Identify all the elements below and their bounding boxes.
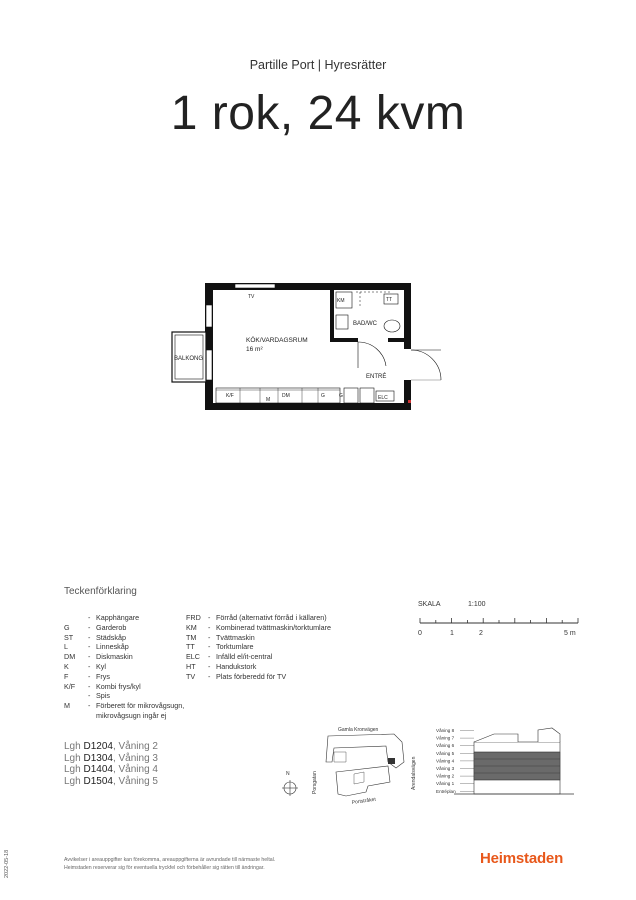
section-diagram xyxy=(434,722,582,802)
room-label-balcony: BALKONG xyxy=(174,356,204,362)
road-south: Portstråket xyxy=(351,796,377,806)
legend-item xyxy=(186,662,331,672)
legend-code: G xyxy=(64,622,70,632)
legend-text: Kombi frys/kyl xyxy=(96,681,141,691)
legend-dash: - xyxy=(208,671,211,681)
section-floor-label: Våning 4 xyxy=(436,758,455,764)
legend-item xyxy=(64,691,184,701)
plan-window-left xyxy=(206,305,212,327)
legend-item xyxy=(64,711,184,721)
legend-code: K xyxy=(64,661,69,671)
apartment-id: D1304 xyxy=(83,752,113,764)
legend-dash: - xyxy=(208,613,211,622)
legend-dash: - xyxy=(88,681,91,691)
print-date: 2022-05-18 xyxy=(4,849,10,878)
legend-dash: - xyxy=(88,691,91,701)
plan-wall-right-low xyxy=(404,380,411,410)
legend-dash: - xyxy=(208,622,211,632)
apartment-id: D1404 xyxy=(83,764,113,776)
legend-item xyxy=(64,672,184,682)
section-floor-label: Våning 6 xyxy=(436,743,455,749)
apartment-item xyxy=(64,776,158,788)
plan-label-el: ELC xyxy=(378,395,388,401)
room-label-entry: ENTRÉ xyxy=(366,374,387,380)
legend-item xyxy=(64,652,184,662)
legend-item xyxy=(64,642,184,652)
legend-text: Frys xyxy=(96,671,110,681)
legend-text: Städskåp xyxy=(96,632,126,642)
legend-text: Kombinerad tvättmaskin/torktumlare xyxy=(216,622,332,632)
plan-wall-right xyxy=(404,283,411,349)
apartment-prefix: Lgh xyxy=(64,764,84,776)
legend-text: mikrovågsugn ingår ej xyxy=(96,710,167,720)
plan-label-kf: K/F xyxy=(226,393,234,399)
legend-code xyxy=(64,613,88,623)
section-floor-label: Våning 3 xyxy=(436,766,455,771)
legend-text: Infälld el/it-central xyxy=(216,652,273,662)
footer-note-line-2: Heimstaden reserverar sig för eventuella tryckfel och förbehåller sig rätten till ändringar. xyxy=(64,864,265,871)
plan-bath-wall-bottom xyxy=(330,338,358,342)
apartment-item xyxy=(64,741,158,753)
site-highlight xyxy=(388,758,395,764)
legend-code: FRD xyxy=(186,613,201,622)
plan-label-dm: DM xyxy=(282,393,290,399)
legend-heading: Teckenförklaring xyxy=(64,586,137,597)
plan-label-tv: TV xyxy=(248,294,255,300)
legend-text: Torktumlare xyxy=(216,642,254,652)
section-floor-label: Våning 7 xyxy=(436,735,455,741)
floor-plan xyxy=(160,270,450,420)
legend-item xyxy=(186,672,331,682)
plan-bath-wall-bottom2 xyxy=(388,338,404,342)
apartment-item xyxy=(64,764,158,776)
legend-code: ST xyxy=(64,632,74,642)
legend-dash: - xyxy=(88,642,91,652)
plan-wall-bottom xyxy=(205,403,411,410)
apartment-id: D1504 xyxy=(83,775,113,787)
legend-item xyxy=(64,623,184,633)
legend-item xyxy=(64,662,184,672)
legend-code: TM xyxy=(186,632,197,642)
legend-item xyxy=(64,613,184,623)
legend-item xyxy=(64,633,184,643)
legend-text: Kyl xyxy=(96,661,106,671)
road-east: Arendalsvägen xyxy=(411,756,417,790)
legend-code: ELC xyxy=(186,652,200,662)
plan-label-tt: TT xyxy=(386,297,393,303)
legend-text: Diskmaskin xyxy=(96,652,133,662)
legend-dash: - xyxy=(208,632,211,642)
legend-dash xyxy=(88,711,96,721)
room-label-bath: BAD/WC xyxy=(353,321,377,327)
footer-note-line-1: Avvikelser i areauppgifter kan förekomma, areauppgifterna är avrundade till närmaste heltal. xyxy=(64,857,276,863)
apartment-floor: , Våning 4 xyxy=(112,764,158,776)
apartment-floor: , Våning 2 xyxy=(112,741,158,752)
apartment-prefix: Lgh xyxy=(64,741,84,752)
plan-bath-wall-left xyxy=(330,290,334,342)
legend-code xyxy=(64,691,88,701)
legend-dash: - xyxy=(88,701,91,711)
legend-text: Handukstork xyxy=(216,661,257,671)
plan-window-top xyxy=(235,284,275,288)
section-floor-label: Våning 5 xyxy=(436,750,455,756)
footer-note xyxy=(64,857,275,872)
section-floor-label: Våning 1 xyxy=(436,781,455,787)
room-label-main: KÖK/VARDAGSRUM xyxy=(246,337,308,344)
apartment-list xyxy=(64,741,158,787)
legend-text: Förråd (alternativt förråd i källaren) xyxy=(216,613,327,622)
plan-label-g1: G xyxy=(321,393,325,399)
site-map xyxy=(276,722,426,822)
legend-code: DM xyxy=(64,652,76,662)
legend-code: KM xyxy=(186,622,197,632)
legend-text: Spis xyxy=(96,691,110,701)
apartment-prefix: Lgh xyxy=(64,752,84,764)
north-label: N xyxy=(286,771,290,777)
scale-tick-1: 1 xyxy=(450,630,454,637)
legend-item xyxy=(64,682,184,692)
section-floor-label: Entréplan xyxy=(436,788,456,794)
plan-label-m: M xyxy=(266,397,271,403)
legend-dash: - xyxy=(88,622,91,632)
legend-dash: - xyxy=(88,632,91,642)
legend-code: L xyxy=(64,642,68,652)
apartment-floor: , Våning 3 xyxy=(112,752,158,764)
legend-dash: - xyxy=(88,613,91,622)
section-floor-label: Våning 8 xyxy=(436,728,455,733)
legend-code: TV xyxy=(186,671,196,681)
legend-dash: - xyxy=(88,652,91,662)
scale-tick-5: 5 m xyxy=(564,630,576,637)
legend-text: Garderob xyxy=(96,622,127,632)
legend-item xyxy=(186,613,331,623)
legend-code xyxy=(64,711,88,721)
legend-text: Tvättmaskin xyxy=(216,632,255,642)
legend-dash: - xyxy=(208,661,211,671)
legend-code: HT xyxy=(186,661,196,671)
legend-item xyxy=(186,652,331,662)
apartment-prefix: Lgh xyxy=(64,775,84,787)
legend-text: Linneskåp xyxy=(96,642,129,652)
legend-item xyxy=(186,642,331,652)
plan-balcony-door xyxy=(206,350,212,380)
legend-dash: - xyxy=(88,661,91,671)
legend-text: Förberett för mikrovågsugn, xyxy=(96,701,185,711)
scale-tick-2: 2 xyxy=(479,630,483,637)
legend-column-1 xyxy=(64,613,184,721)
legend-dash: - xyxy=(88,671,91,681)
road-north: Gamla Kronvägen xyxy=(338,727,379,733)
legend-dash: - xyxy=(208,652,211,662)
scale-label: SKALA xyxy=(418,601,441,608)
road-west: Porsgatan xyxy=(312,771,318,794)
legend-code: K/F xyxy=(64,681,76,691)
legend-text: Plats förberedd för TV xyxy=(216,671,287,681)
legend-item xyxy=(186,623,331,633)
legend-item xyxy=(186,633,331,643)
legend-code: TT xyxy=(186,642,195,652)
legend-item xyxy=(64,701,184,711)
plan-label-g2: G xyxy=(339,393,343,399)
scale-bar xyxy=(412,596,592,640)
scale-tick-0: 0 xyxy=(418,630,422,637)
plan-label-km: KM xyxy=(337,298,345,304)
legend-code: F xyxy=(64,671,69,681)
page-title: 1 rok, 24 kvm xyxy=(170,87,466,140)
legend-code: M xyxy=(64,701,70,711)
project-subtitle: Partille Port | Hyresrätter xyxy=(249,58,387,72)
legend-text: Kapphängare xyxy=(96,613,140,622)
apartment-floor: , Våning 5 xyxy=(112,775,158,787)
apartment-id: D1204 xyxy=(83,741,113,752)
brand-logo: Heimstaden xyxy=(480,850,564,867)
scale-ratio: 1:100 xyxy=(468,601,486,608)
section-floor-label: Våning 2 xyxy=(436,773,455,779)
room-label-main-area: 16 m² xyxy=(246,346,263,353)
legend-dash: - xyxy=(208,642,211,652)
apartment-item xyxy=(64,753,158,765)
legend-column-2 xyxy=(186,613,331,682)
